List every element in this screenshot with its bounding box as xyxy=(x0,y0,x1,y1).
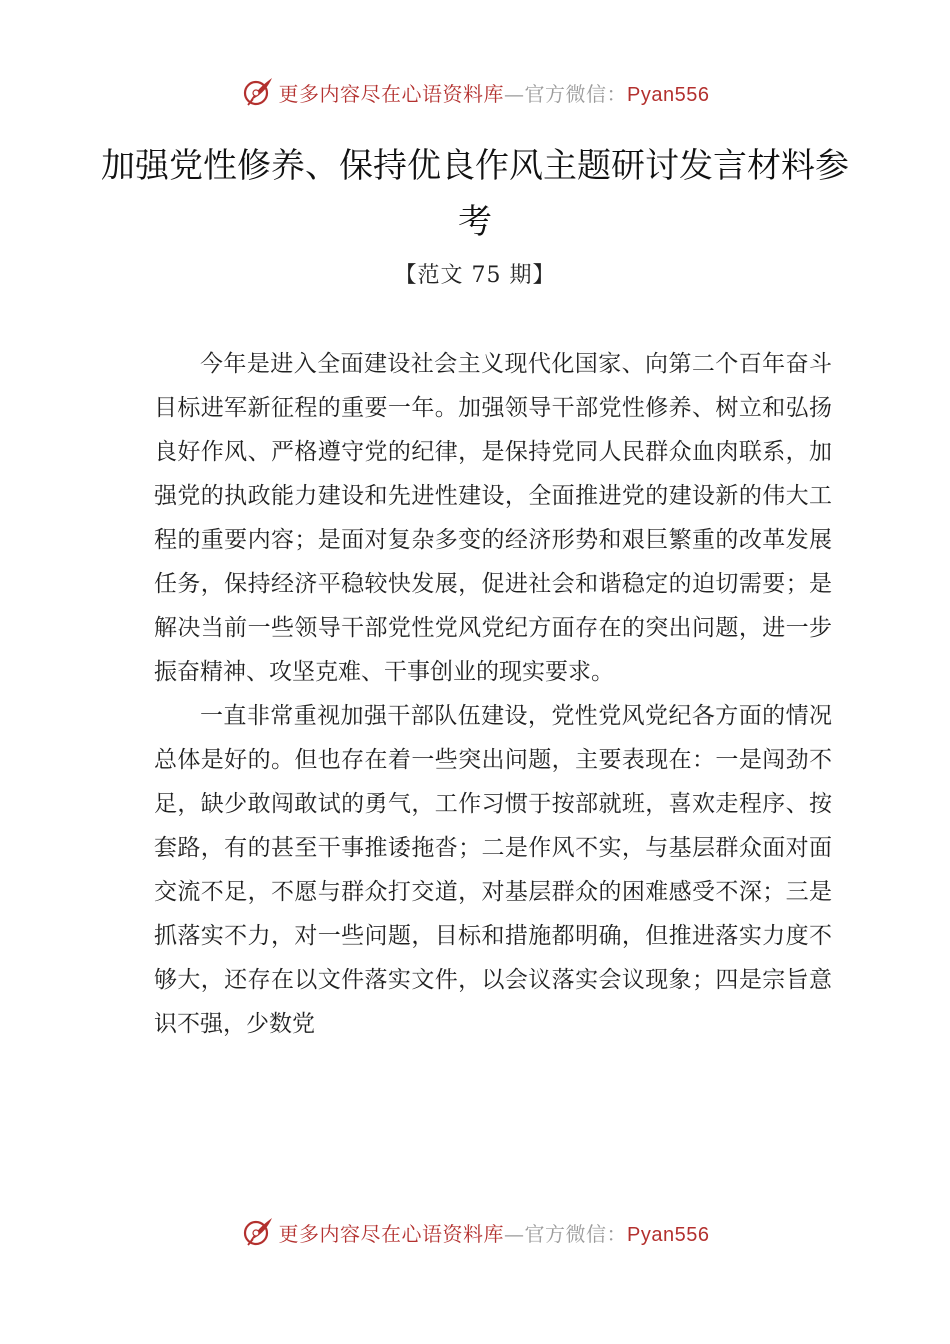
banner-wechat-label: 官方微信： xyxy=(524,1221,628,1246)
banner-site-text: 更多内容尽在心语资料库 xyxy=(278,1221,505,1246)
banner-separator: — xyxy=(504,81,525,106)
quill-logo-icon xyxy=(241,75,275,109)
header-banner xyxy=(0,72,950,112)
document-title: 加强党性修养、保持优良作风主题研讨发言材料参考 xyxy=(101,146,849,242)
footer-banner xyxy=(0,1212,950,1252)
document-body xyxy=(154,342,832,1046)
banner-wechat-id: Pyan556 xyxy=(627,83,710,106)
banner-site-text: 更多内容尽在心语资料库 xyxy=(278,81,505,106)
quill-logo-icon xyxy=(241,1215,275,1249)
paragraph-2: 一直非常重视加强干部队伍建设，党性党风党纪各方面的情况总体是好的。但也存在着一些突出问题，主要表现在：一是闯劲不足，缺少敢闯敢试的勇气，工作习惯于按部就班，喜欢走程序、按套路，有的甚至干事推诿拖沓；二是作风不实，与基层群众面对面交流不足，不愿与群众打交道，对基层群众的困难感受不深；三是抓落实不力，对一些问题，目标和措施都明确，但推进落实力度不够大，还存在以文件落实文件，以会议落实会议现象；四是宗旨意识不强，少数党 xyxy=(154,703,832,1037)
banner-wechat-label: 官方微信： xyxy=(524,81,628,106)
banner-wechat-id: Pyan556 xyxy=(627,1223,710,1246)
banner-separator: — xyxy=(504,1221,525,1246)
paragraph-1: 今年是进入全面建设社会主义现代化国家、向第二个百年奋斗目标进军新征程的重要一年。加强领导干部党性修养、树立和弘扬良好作风、严格遵守党的纪律，是保持党同人民群众血肉联系，加强党的执政能力建设和先进性建设，全面推进党的建设新的伟大工程的重要内容；是面对复杂多变的经济形势和艰巨繁重的改革发展任务，保持经济平稳较快发展，促进社会和谐稳定的迫切需要；是解决当前一些领导干部党性党风党纪方面存在的突出问题，进一步振奋精神、攻坚克难、干事创业的现实要求。 xyxy=(154,351,832,685)
issue-label: 【范文 75 期】 xyxy=(394,263,556,288)
